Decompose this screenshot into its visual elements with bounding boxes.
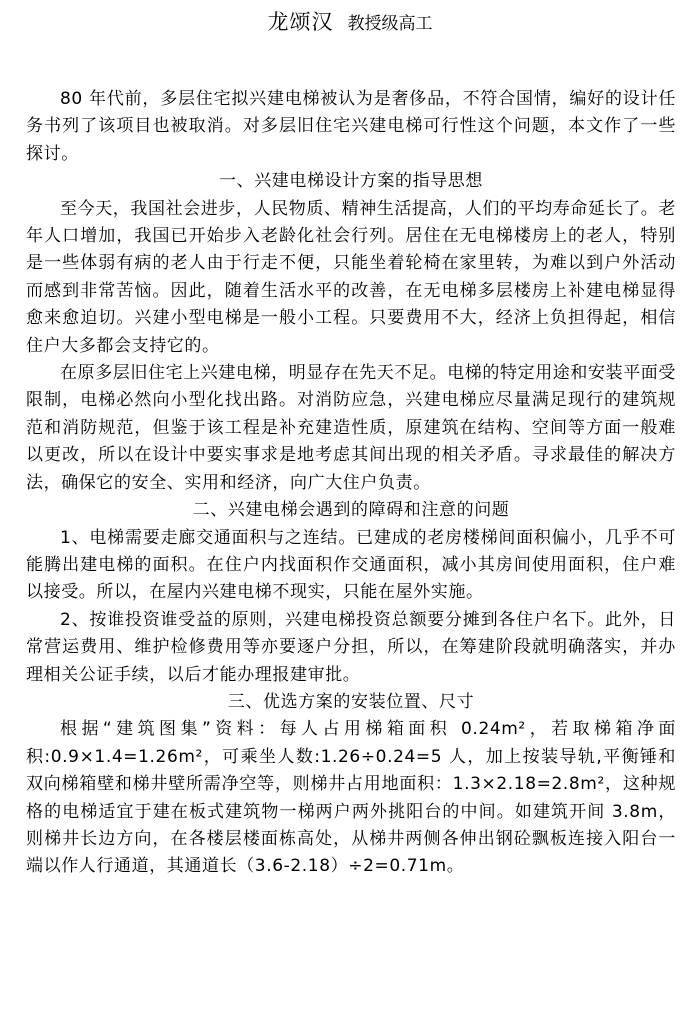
section-2-heading: 二、兴建电梯会遇到的障碍和注意的问题	[192, 500, 510, 521]
section-2-paragraph-1: 1、电梯需要走廊交通面积与之连结。已建成的老房楼梯间面积偏小，几乎不可能腾出建电梯的面积。在住户内找面积作交通面积，减小其房间使用面积，住户难以接受。所以，在屋内兴建电梯不现实，只能在屋外实施。	[26, 527, 676, 603]
intro-paragraph: 80 年代前，多层住宅拟兴建电梯被认为是奢侈品，不符合国情，编好的设计任务书列了该项目也被取消。对多层旧住宅兴建电梯可行性这个问题，本文作了一些探讨。	[26, 89, 676, 164]
section-3-heading: 三、优选方案的安装位置、尺寸	[227, 691, 475, 712]
section-3-paragraph-1: 根据“建筑图集”资料：每人占用梯箱面积 0.24m²，若取梯箱净面积:0.9×1.4=1.26m²，可乘坐人数:1.26÷0.24=5 人，加上按装导轨,平衡锤和双向梯箱壁和梯井壁所需净空等，则梯井占用地面积：1.3×2.18=2.8m²，这种规格的电梯适宜于建在板式建筑物一梯两户两外挑阳台的中间。如建筑开间 3.8m，则梯井长边方向，在各楼层楼面栋高处，从梯井两侧各伸出钢砼飘板连接入阳台一端以作人行通道，其通道长（3.6-2.18）÷2=0.71m。	[26, 719, 676, 877]
author-title: 教授级高工	[347, 14, 433, 34]
section-2-paragraph-2: 2、按谁投资谁受益的原则，兴建电梯投资总额要分摊到各住户名下。此外，日常营运费用、维护检修费用等亦要逐户分担，所以，在筹建阶段就明确落实，并办理相关公证手续，以后才能办理报建审批。	[26, 609, 676, 685]
section-1-paragraph-1: 至今天，我国社会进步，人民物质、精神生活提高，人们的平均寿命延长了。老年人口增加，我国已开始步入老龄化社会行列。居住在无电梯楼房上的老人，特别是一些体弱有病的老人由于行走不便，只能坐着轮椅在家里转，为难以到户外活动而感到非常苦恼。因此，随着生活水平的改善，在无电梯多层楼房上补建电梯显得愈来愈迫切。兴建小型电梯是一般小工程。只要费用不大，经济上负担得起，相信住户大多都会支持它的。	[26, 198, 676, 356]
document-body	[26, 86, 676, 881]
document-header	[0, 6, 700, 36]
section-1-paragraph-2: 在原多层旧住宅上兴建电梯，明显存在先天不足。电梯的特定用途和安装平面受限制，电梯必然向小型化找出路。对消防应急，兴建电梯应尽量满足现行的建筑规范和消防规范，但鉴于该工程是补充建造性质，原建筑在结构、空间等方面一般难以更改，所以在设计中要实事求是地考虑其间出现的相关矛盾。寻求最佳的解决方法，确保它的安全、实用和经济，向广大住户负责。	[26, 363, 676, 493]
author-name: 龙颂汉	[267, 10, 334, 34]
section-1-heading: 一、兴建电梯设计方案的指导思想	[219, 171, 483, 192]
